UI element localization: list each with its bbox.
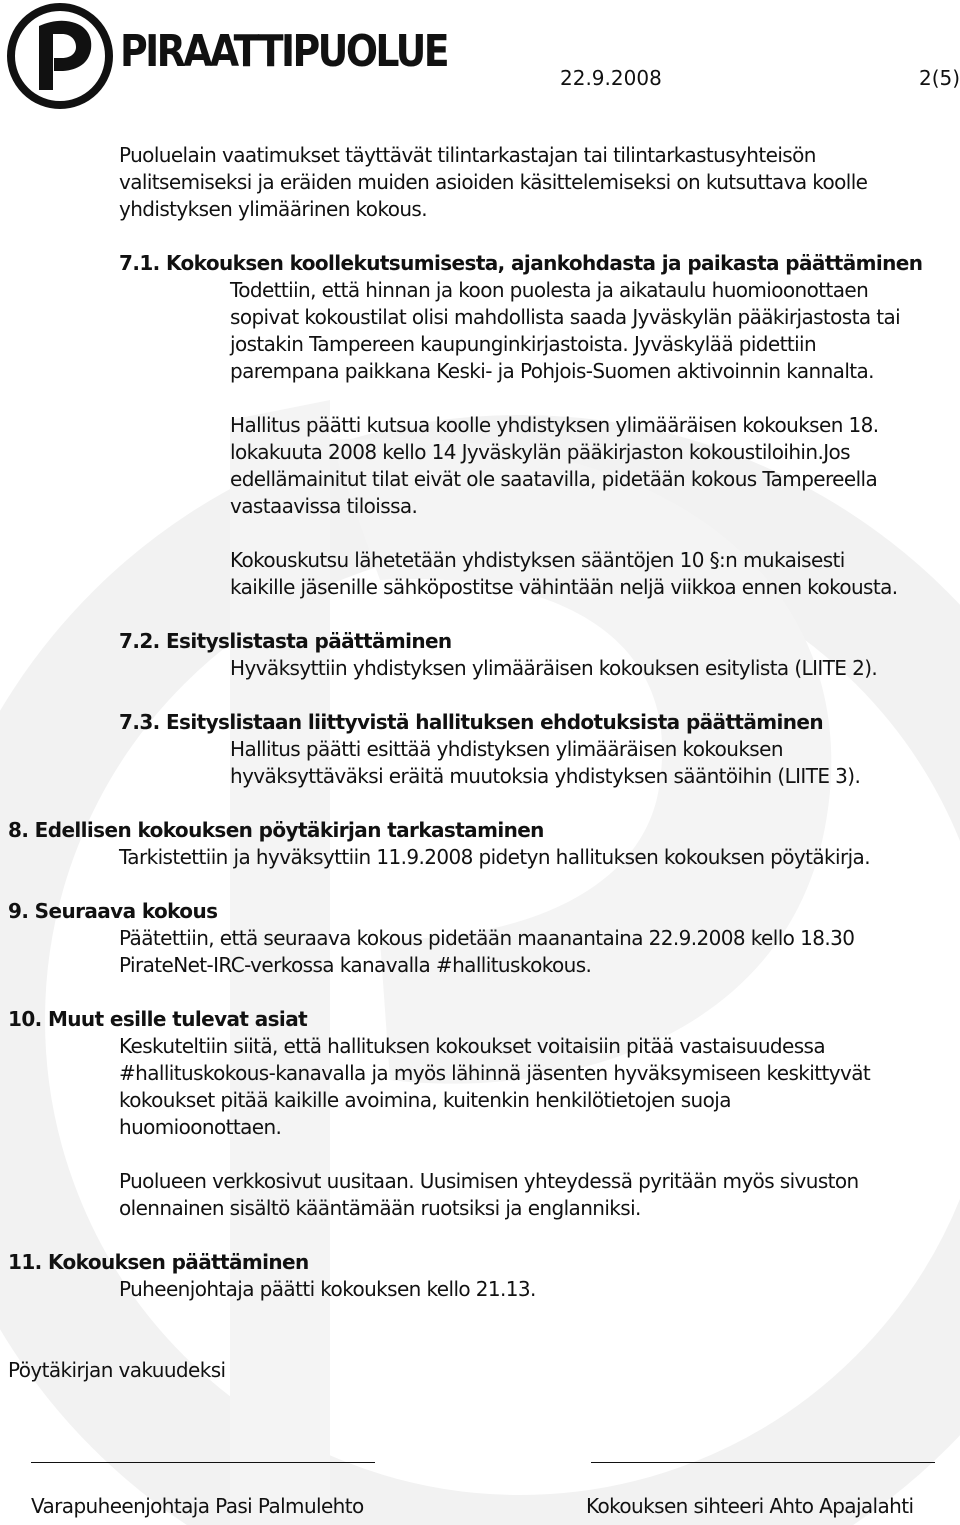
signature-line-left bbox=[31, 1462, 375, 1463]
section-7-1-heading: 7.1. Kokouksen koollekutsumisesta, ajankohdasta ja paikasta päättäminen bbox=[119, 251, 923, 275]
section-7-1-line: Todettiin, että hinnan ja koon puolesta ja aikataulu huomioonottaen bbox=[230, 278, 869, 302]
document-date: 22.9.2008 bbox=[560, 66, 662, 90]
section-11-line: Puheenjohtaja päätti kokouksen kello 21.13. bbox=[119, 1277, 536, 1301]
signature-line-right bbox=[591, 1462, 935, 1463]
intro-line: yhdistyksen ylimäärinen kokous. bbox=[119, 197, 428, 221]
section-10-line: Keskuteltiin siitä, että hallituksen kokoukset voitaisiin pitää vastaisuudessa bbox=[119, 1034, 826, 1058]
section-7-1-line: edellämainitut tilat eivät ole saatavilla, pidetään kokous Tampereella bbox=[230, 467, 878, 491]
section-7-1-line: sopivat kokoustilat olisi mahdollista saada Jyväskylän pääkirjastosta tai bbox=[230, 305, 901, 329]
section-10-line: huomioonottaen. bbox=[119, 1115, 282, 1139]
section-9-heading: 9. Seuraava kokous bbox=[8, 899, 218, 923]
section-7-1-line: lokakuuta 2008 kello 14 Jyväskylän pääkirjaston kokoustiloihin.Jos bbox=[230, 440, 850, 464]
signer-left: Varapuheenjohtaja Pasi Palmulehto bbox=[31, 1494, 364, 1518]
section-7-1-line: Hallitus päätti kutsua koolle yhdistyksen ylimääräisen kokouksen 18. bbox=[230, 413, 879, 437]
section-10-heading: 10. Muut esille tulevat asiat bbox=[8, 1007, 308, 1031]
section-7-1-line: Kokouskutsu lähetetään yhdistyksen sääntöjen 10 §:n mukaisesti bbox=[230, 548, 845, 572]
signature-caption: Pöytäkirjan vakuudeksi bbox=[8, 1358, 226, 1382]
signer-right: Kokouksen sihteeri Ahto Apajalahti bbox=[586, 1494, 914, 1518]
section-9-line: Päätettiin, että seuraava kokous pidetään maanantaina 22.9.2008 kello 18.30 bbox=[119, 926, 855, 950]
section-10-line: Puolueen verkkosivut uusitaan. Uusimisen yhteydessä pyritään myös sivuston bbox=[119, 1169, 859, 1193]
section-7-1-line: jostakin Tampereen kaupunginkirjastoista. Jyväskylää pidettiin bbox=[230, 332, 817, 356]
brand-name: PIRAATTIPUOLUE bbox=[120, 26, 448, 77]
pirate-party-logo-icon bbox=[6, 2, 114, 110]
section-7-3-heading: 7.3. Esityslistaan liittyvistä hallituksen ehdotuksista päättäminen bbox=[119, 710, 823, 734]
section-7-3-line: Hallitus päätti esittää yhdistyksen ylimääräisen kokouksen bbox=[230, 737, 783, 761]
section-7-1-line: kaikille jäsenille sähköpostitse vähintään neljä viikkoa ennen kokousta. bbox=[230, 575, 898, 599]
section-11-heading: 11. Kokouksen päättäminen bbox=[8, 1250, 309, 1274]
intro-line: Puoluelain vaatimukset täyttävät tilintarkastajan tai tilintarkastusyhteisön bbox=[119, 143, 816, 167]
section-10-line: kokoukset pitää kaikille avoimina, kuitenkin henkilötietojen suoja bbox=[119, 1088, 731, 1112]
section-10-line: #hallituskokous-kanavalla ja myös lähinnä jäsenten hyväksymiseen keskittyvät bbox=[119, 1061, 871, 1085]
section-10-line: olennainen sisältö kääntämään ruotsiksi ja englanniksi. bbox=[119, 1196, 641, 1220]
section-7-1-line: vastaavissa tiloissa. bbox=[230, 494, 418, 518]
section-7-1-line: parempana paikkana Keski- ja Pohjois-Suomen aktivoinnin kannalta. bbox=[230, 359, 874, 383]
page-number: 2(5) bbox=[919, 66, 960, 90]
section-8-line: Tarkistettiin ja hyväksyttiin 11.9.2008 pidetyn hallituksen kokouksen pöytäkirja. bbox=[119, 845, 870, 869]
section-7-3-line: hyväksyttäväksi eräitä muutoksia yhdistyksen sääntöihin (LIITE 3). bbox=[230, 764, 861, 788]
section-7-2-line: Hyväksyttiin yhdistyksen ylimääräisen kokouksen esitylista (LIITE 2). bbox=[230, 656, 878, 680]
section-9-line: PirateNet-IRC-verkossa kanavalla #hallituskokous. bbox=[119, 953, 592, 977]
section-8-heading: 8. Edellisen kokouksen pöytäkirjan tarkastaminen bbox=[8, 818, 544, 842]
intro-line: valitsemiseksi ja eräiden muiden asioiden käsittelemiseksi on kutsuttava koolle bbox=[119, 170, 868, 194]
section-7-2-heading: 7.2. Esityslistasta päättäminen bbox=[119, 629, 452, 653]
